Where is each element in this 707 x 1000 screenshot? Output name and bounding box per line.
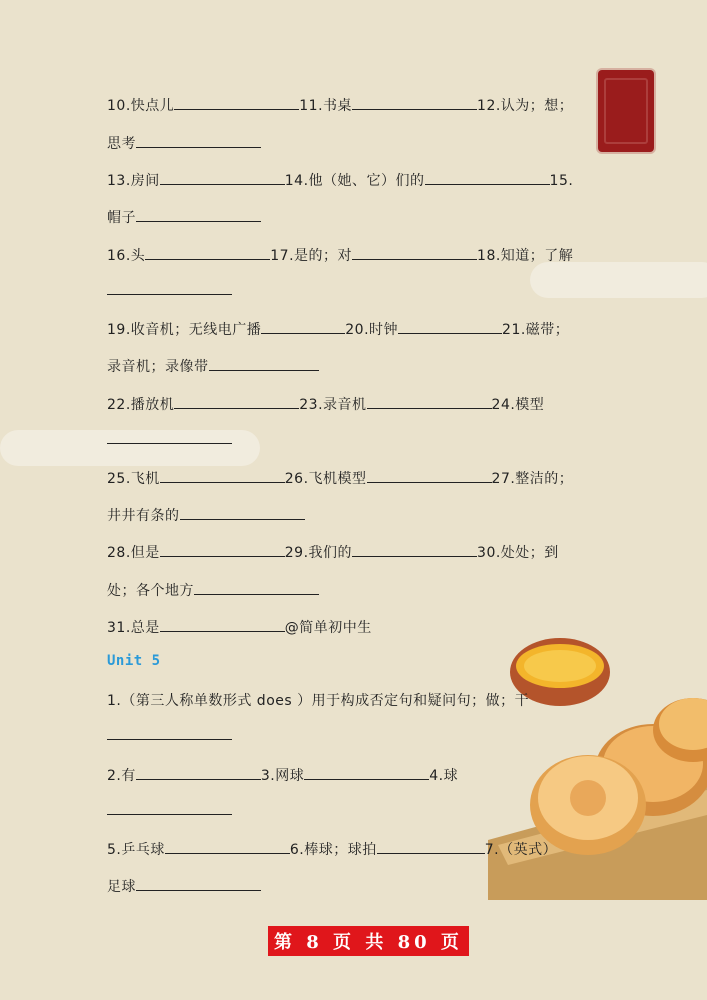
- item-21: 21.磁带；: [502, 322, 570, 338]
- row-u5-2: [107, 727, 232, 744]
- row-8: [107, 356, 319, 376]
- item-19: 19.收音机；无线电广播: [107, 322, 262, 338]
- watermark-text: @简单初中生: [284, 620, 372, 636]
- answer-blank-31[interactable]: [160, 619, 285, 632]
- answer-blank-14[interactable]: [425, 172, 550, 185]
- background-band-1: [530, 262, 707, 298]
- answer-blank-16[interactable]: [145, 247, 270, 260]
- answer-blank-26[interactable]: [367, 470, 492, 483]
- item-15-cont: 帽子: [107, 210, 136, 226]
- red-seal-stamp: [598, 70, 654, 152]
- answer-blank-13[interactable]: [160, 172, 285, 185]
- item-29: 29.我们的: [284, 545, 353, 561]
- answer-blank-20[interactable]: [398, 321, 502, 334]
- answer-blank-10[interactable]: [174, 97, 299, 110]
- answer-blank-u5-5[interactable]: [165, 841, 290, 854]
- answer-blank-u5-7[interactable]: [136, 878, 261, 891]
- answer-blank-23[interactable]: [367, 396, 492, 409]
- item-27: 27.整洁的；: [491, 471, 574, 487]
- item-22: 22.播放机: [107, 397, 175, 413]
- mooncake-tea-illustration: [488, 630, 707, 900]
- item-17: 17.是的；对: [270, 248, 353, 264]
- item-12-cont: 思考: [107, 136, 136, 152]
- row-7: [107, 319, 569, 339]
- item-12: 12.认为；想；: [477, 98, 574, 114]
- row-12: [107, 505, 305, 525]
- answer-blank-u5-2[interactable]: [136, 767, 261, 780]
- item-18: 18.知道；了解: [477, 248, 574, 264]
- u5-item-4: 4.球: [429, 768, 459, 784]
- u5-item-1: 1.（第三人称单数形式 does ）用于构成否定句和疑问句；做；干: [107, 693, 530, 709]
- u5-item-7: 7.（英式）: [484, 842, 558, 858]
- unit-5-heading: Unit 5: [107, 653, 161, 669]
- item-26: 26.飞机模型: [284, 471, 367, 487]
- row-15: [107, 617, 372, 637]
- answer-blank-15[interactable]: [136, 209, 261, 222]
- item-16: 16.头: [107, 248, 146, 264]
- item-11: 11.书桌: [299, 98, 353, 114]
- item-20: 20.时钟: [345, 322, 399, 338]
- answer-blank-19[interactable]: [261, 321, 345, 334]
- answer-blank-u5-4[interactable]: [107, 802, 232, 815]
- answer-blank-12[interactable]: [136, 135, 261, 148]
- item-31: 31.总是: [107, 620, 160, 636]
- page-number-badge: 第 8 页 共 80 页: [268, 926, 469, 956]
- item-24: 24.模型: [491, 397, 545, 413]
- answer-blank-u5-3[interactable]: [304, 767, 429, 780]
- answer-blank-25[interactable]: [160, 470, 285, 483]
- u5-item-3: 3.网球: [260, 768, 305, 784]
- row-2: [107, 133, 261, 153]
- item-27-cont: 井井有条的: [107, 508, 180, 524]
- row-4: [107, 207, 261, 227]
- row-9: [107, 394, 544, 414]
- item-23: 23.录音机: [299, 397, 367, 413]
- answer-blank-18[interactable]: [107, 282, 232, 295]
- row-u5-3: [107, 765, 458, 785]
- item-21-cont: 录音机；录像带: [107, 359, 209, 375]
- u5-item-7-cont: 足球: [107, 879, 136, 895]
- row-u5-5: [107, 839, 557, 859]
- answer-blank-27[interactable]: [180, 507, 305, 520]
- row-3: [107, 170, 573, 190]
- row-u5-1: [107, 690, 529, 710]
- answer-blank-u5-1[interactable]: [107, 727, 232, 740]
- item-10: 10.快点儿: [107, 98, 175, 114]
- item-30-cont: 处；各个地方: [107, 583, 194, 599]
- answer-blank-17[interactable]: [352, 247, 477, 260]
- row-14: [107, 580, 319, 600]
- row-10: [107, 431, 232, 448]
- item-14: 14.他（她、它）们的: [284, 173, 425, 189]
- answer-blank-u5-6[interactable]: [377, 841, 485, 854]
- answer-blank-24[interactable]: [107, 431, 232, 444]
- u5-item-6: 6.棒球；球拍: [289, 842, 377, 858]
- answer-blank-22[interactable]: [174, 396, 299, 409]
- row-u5-6: [107, 876, 261, 896]
- row-5: [107, 245, 573, 265]
- answer-blank-21[interactable]: [209, 358, 319, 371]
- answer-blank-11[interactable]: [352, 97, 477, 110]
- item-25: 25.飞机: [107, 471, 160, 487]
- row-u5-4: [107, 802, 232, 819]
- u5-item-2: 2.有: [107, 768, 136, 784]
- item-13: 13.房间: [107, 173, 160, 189]
- item-15: 15.: [549, 173, 574, 189]
- row-11: [107, 468, 573, 488]
- row-6: [107, 282, 232, 299]
- item-28: 28.但是: [107, 545, 160, 561]
- item-30: 30.处处；到: [477, 545, 559, 561]
- u5-item-5: 5.乒乓球: [107, 842, 165, 858]
- answer-blank-28[interactable]: [160, 544, 285, 557]
- row-1: [107, 95, 573, 115]
- answer-blank-30[interactable]: [194, 582, 319, 595]
- answer-blank-29[interactable]: [352, 544, 477, 557]
- row-13: [107, 542, 559, 562]
